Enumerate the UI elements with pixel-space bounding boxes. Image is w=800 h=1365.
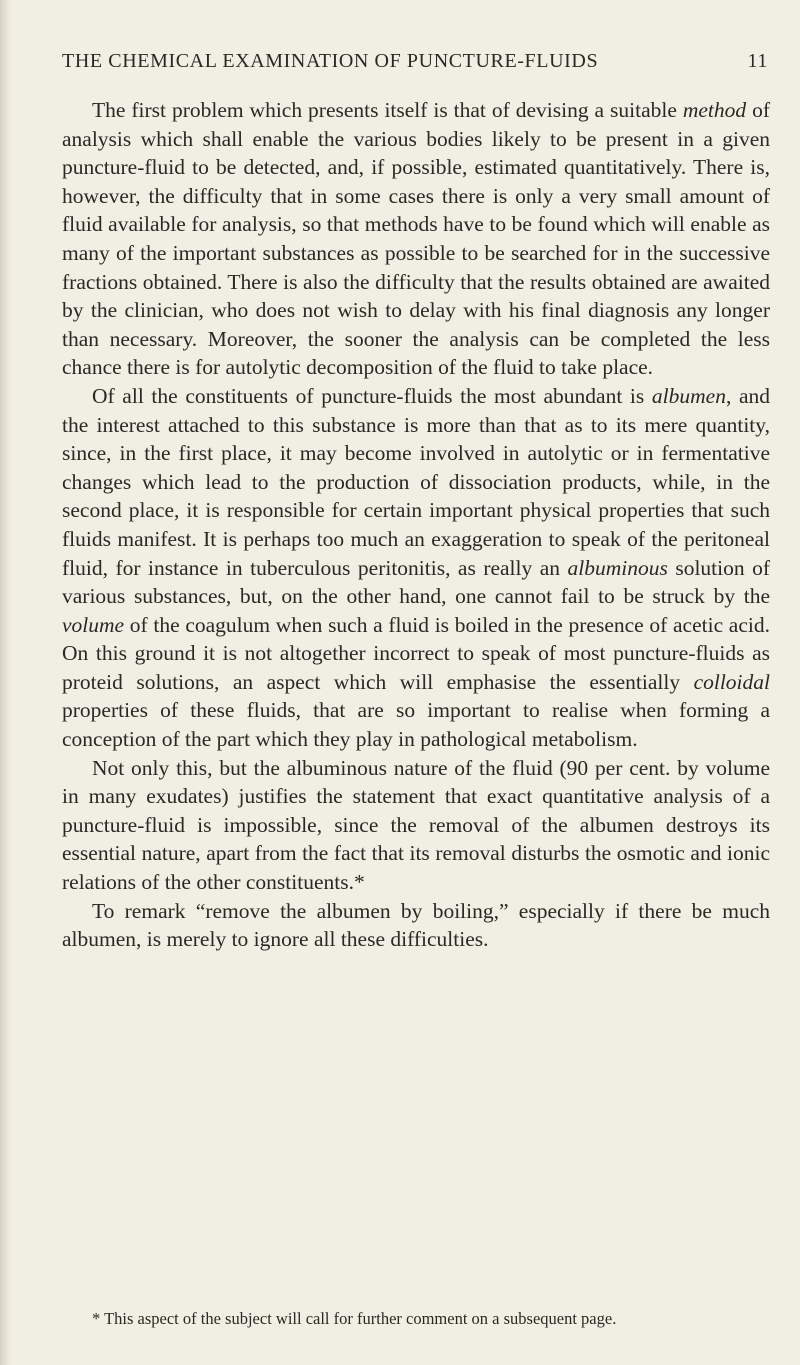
text-run: Of all the constituents of puncture-fluids the most abundant is	[92, 383, 652, 408]
paragraph-1	[62, 96, 770, 382]
italic-term: albumen	[651, 383, 726, 408]
italic-term: volume	[62, 612, 125, 637]
running-head-title: THE CHEMICAL EXAMINATION OF PUNCTURE-FLUIDS	[62, 50, 599, 72]
italic-term: colloidal	[693, 669, 770, 694]
paragraph-2	[62, 382, 770, 754]
body-text	[62, 96, 770, 954]
text-run: , and the interest attached to this substance is more than that as to its mere quantity, since, in the first place, it may become involved in autolytic or in fermentative changes which lead to the production of dissociation products, while, in the second place, it is responsible for certain important physical properties that such fluids manifest. It is perhaps too much an exaggeration to speak of the peritoneal fluid, for instance in tuberculous peritonitis, as really an	[62, 383, 770, 580]
running-head	[62, 50, 768, 73]
text-run: of analysis which shall enable the various bodies likely to be present in a given puncture-fluid to be detected, and, if possible, estimated quantitatively. There is, however, the difficulty that in some cases there is only a very small amount of fluid available for analysis, so that methods have to be found which will enable as many of the important substances as possible to be searched for in the successive fractions obtained. There is also the difficulty that the results obtained are awaited by the clinician, who does not wish to delay with his final diagnosis any longer than necessary. Moreover, the sooner the analysis can be completed the less chance there is for autolytic decomposition of the fluid to take place.	[62, 98, 770, 380]
italic-term: albuminous	[567, 555, 668, 580]
italic-term: method	[682, 98, 747, 122]
page-number: 11	[747, 50, 768, 72]
paragraph-3	[62, 754, 770, 897]
text-run: properties of these fluids, that are so important to realise when forming a conception of the part which they play in pathological metabolism.	[62, 698, 770, 752]
page-edge	[0, 0, 12, 1365]
text-run: Not only this, but the albuminous nature of the fluid (90 per cent. by volume in many exudates) justifies the statement that exact quantitative analysis of a puncture-fluid is impossible, since the removal of the albumen destroys its essential nature, apart from the fact that its removal disturbs the osmotic and ionic relations of the other constituents.*	[62, 755, 770, 895]
text-run: of the coagulum when such a fluid is boiled in the presence of acetic acid. On this ground it is not altogether incorrect to speak of most puncture-fluids as proteid solutions, an aspect which will emphasise the essentially	[62, 612, 770, 694]
paragraph-4	[62, 897, 770, 954]
footnote: * This aspect of the subject will call for further comment on a subsequent page.	[92, 1309, 617, 1328]
text-run: The first problem which presents itself is that of devising a suitable	[92, 98, 683, 122]
text-run: solution of various substances, but, on the other hand, one cannot fail to be struck by the	[62, 555, 771, 609]
text-run: To remark “remove the albumen by boiling,” especially if there be much albumen, is merely to ignore all these difficulties.	[62, 898, 770, 952]
